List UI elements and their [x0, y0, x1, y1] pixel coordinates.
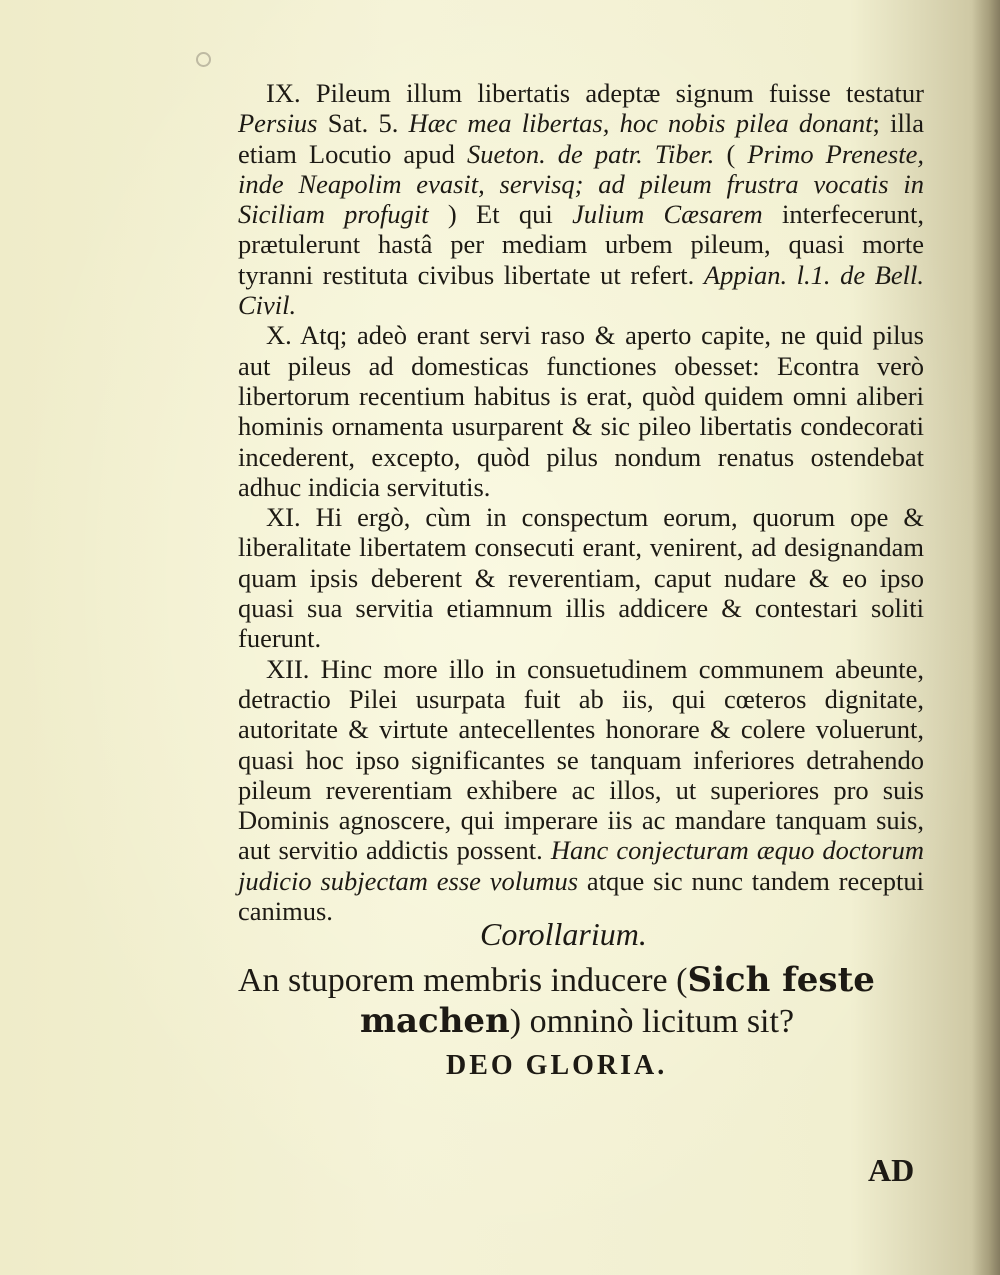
italic-segment: Primo Preneste, inde Neapolim evasit, servisq; ad pileum frustra vocatis in Siciliam profugit: [238, 138, 924, 230]
paper-hole-mark: [196, 52, 211, 67]
question-line-2: [238, 1001, 938, 1042]
blackletter-phrase-1: Sich feste: [687, 960, 875, 1000]
italic-segment: Persius: [238, 108, 318, 139]
italic-segment: Julium Cæsarem: [572, 199, 763, 230]
italic-segment: Appian. l.1. de Bell. Civil.: [238, 259, 924, 321]
paragraph-xi: [238, 502, 924, 653]
question-line-1: [238, 960, 938, 1001]
text-segment: XII. Hinc more illo in consuetudinem communem abeunte, detractio Pilei usurpata fuit ab iis, qui cœteros dignitate, autoritate & virtute antecellentes honorare & colere voluerunt, quasi hoc ipso significantes se tanquam inferiores detrahendo pileum reverentiam exhibere ac illos, ut superiores pro suis Dominis agnoscere, qui imperare iis ac mandare tanquam suis, aut servitio addictis possent.: [238, 653, 924, 866]
italic-segment: Sueton. de patr. Tiber.: [466, 138, 715, 169]
italic-segment: Hæc mea libertas, hoc nobis pilea donant: [408, 108, 873, 139]
text-segment: (: [714, 138, 748, 169]
paragraph-x: [238, 320, 924, 502]
text-segment: XI. Hi ergò, cùm in conspectum eorum, quorum ope & liberalitate libertatem consecuti erant, venirent, ad designandam quam ipsis deberent & reverentiam, caput nudare & eo ipso quasi sua servitia etiamnum illis addicere & contestari soliti fuerunt.: [238, 502, 924, 654]
blackletter-phrase-2: machen: [360, 1001, 510, 1041]
corollarium-heading: Corollarium.: [480, 916, 647, 952]
catchword: AD: [868, 1152, 915, 1188]
italic-segment: Hanc conjecturam æquo doctorum judicio subjectam esse volumus: [238, 835, 924, 896]
paragraph-xii: [238, 654, 924, 927]
paragraph-ix: [238, 78, 924, 320]
text-segment: interfecerunt, prætulerunt hastâ per mediam urbem pileum, quasi morte tyranni restituta civibus libertate ut refert.: [238, 199, 924, 290]
text-segment: atque sic nunc tandem receptui canimus.: [238, 865, 924, 927]
closing-doxology: DEO GLORIA.: [446, 1050, 668, 1081]
body-text: [238, 78, 924, 926]
text-segment: X. Atq; adeò erant servi raso & aperto capite, ne quid pilus aut pileus ad domesticas functiones obesset: Econtra verò libertorum recentium habitus is erat, quòd quidem omni aliberi hominis ornamenta usurparent & sic pileo libertatis condecorati incederent, excepto, quòd pilus nondum renatus ostendebat adhuc indicia servitutis.: [238, 320, 924, 502]
question-text-1: An stuporem membris inducere (: [238, 962, 688, 999]
corollary-question: [238, 960, 938, 1042]
text-segment: IX. Pileum illum libertatis adeptæ signum fuisse testatur: [266, 78, 924, 108]
text-segment: Sat. 5.: [317, 108, 409, 139]
question-text-2: ) omninò licitum sit?: [509, 1003, 795, 1040]
text-segment: ; illa etiam Locutio apud: [238, 108, 924, 169]
text-segment: ) Et qui: [428, 199, 573, 230]
